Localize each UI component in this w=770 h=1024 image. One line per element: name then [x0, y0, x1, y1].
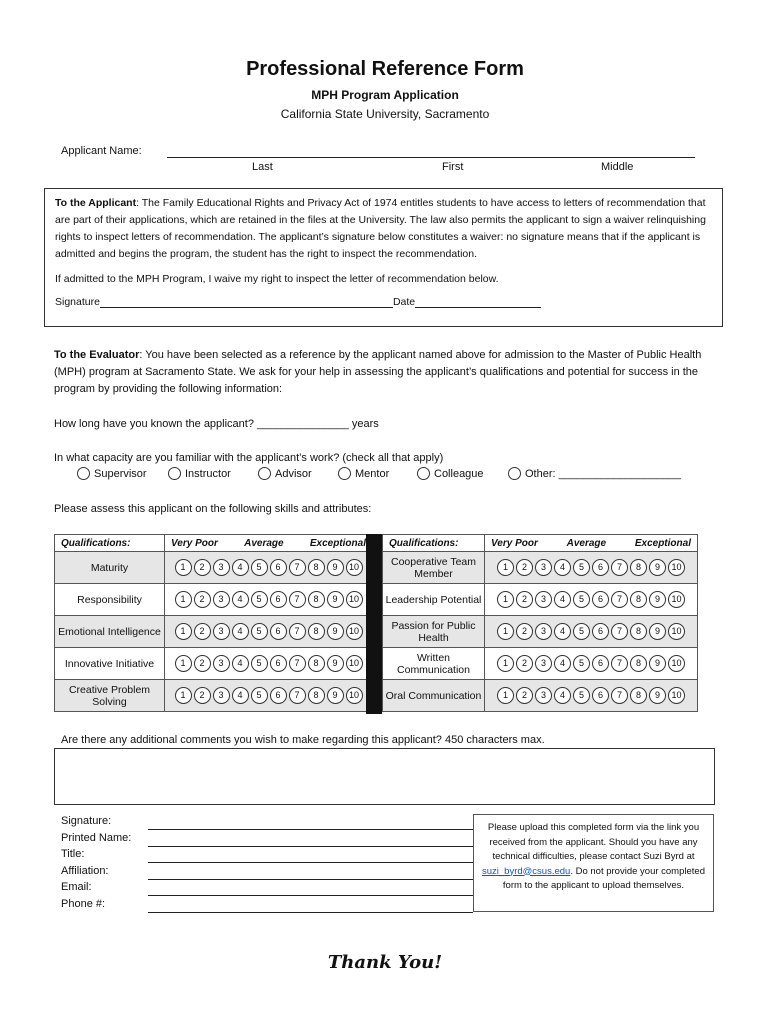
scale-label: Exceptional [634, 537, 691, 549]
applicant-name-label: Applicant Name: [61, 145, 142, 157]
how-long-question: How long have you known the applicant? _______________ years [54, 418, 379, 430]
rating-option[interactable]: 3 [535, 623, 552, 640]
rating-option[interactable]: 1 [497, 655, 514, 672]
rating-option[interactable]: 5 [573, 591, 590, 608]
rating-scale [165, 559, 372, 576]
rating-row [55, 584, 373, 616]
rating-option[interactable]: 9 [327, 655, 344, 672]
rating-option[interactable]: 4 [554, 591, 571, 608]
rating-option[interactable]: 6 [270, 559, 287, 576]
rating-scale-cell [485, 648, 698, 680]
capacity-label: Supervisor [94, 467, 147, 480]
contact-field-line[interactable] [148, 912, 473, 913]
rating-scale [165, 591, 372, 608]
qualification-label: Written Communication [383, 648, 485, 680]
contact-field-label: Signature: [61, 815, 112, 827]
rating-option[interactable]: 9 [327, 559, 344, 576]
waiver-date-label: Date [392, 296, 416, 308]
rating-scale-cell [485, 552, 698, 584]
rating-option[interactable]: 3 [213, 559, 230, 576]
rating-row [55, 552, 373, 584]
rating-row [383, 552, 698, 584]
ratings-header-row [383, 535, 698, 552]
rating-option[interactable]: 10 [346, 623, 363, 640]
rating-option[interactable]: 5 [251, 623, 268, 640]
rating-option[interactable]: 6 [270, 591, 287, 608]
rating-option[interactable]: 5 [251, 559, 268, 576]
rating-option[interactable]: 6 [270, 655, 287, 672]
rating-option[interactable]: 6 [592, 687, 609, 704]
rating-option[interactable]: 4 [554, 687, 571, 704]
rating-option[interactable]: 9 [649, 623, 666, 640]
rating-option[interactable]: 5 [573, 559, 590, 576]
rating-option[interactable]: 10 [668, 591, 685, 608]
rating-option[interactable]: 9 [649, 591, 666, 608]
note-before: Please upload this completed form via the link you received from the applicant. Should you have any technical difficulties, please contact Suzi Byrd at [487, 822, 700, 862]
rating-option[interactable]: 1 [175, 623, 192, 640]
qualifications-header: Qualifications: [383, 535, 485, 552]
rating-option[interactable]: 1 [175, 591, 192, 608]
capacity-label: Mentor [355, 467, 390, 480]
waiver-signature-line[interactable] [100, 307, 393, 308]
rating-option[interactable]: 4 [232, 655, 249, 672]
rating-row [55, 616, 373, 648]
rating-scale-cell [165, 616, 373, 648]
radio-icon[interactable] [77, 467, 90, 480]
scale-label: Exceptional [309, 537, 366, 549]
rating-option[interactable]: 2 [194, 655, 211, 672]
rating-option[interactable]: 2 [516, 559, 533, 576]
rating-option[interactable]: 10 [668, 655, 685, 672]
rating-option[interactable]: 6 [592, 655, 609, 672]
rating-scale-cell [165, 584, 373, 616]
rating-option[interactable]: 7 [611, 623, 628, 640]
rating-option[interactable]: 1 [497, 559, 514, 576]
rating-option[interactable]: 9 [649, 655, 666, 672]
rating-option[interactable]: 8 [308, 655, 325, 672]
rating-row [383, 680, 698, 712]
rating-scale-cell [485, 680, 698, 712]
form-subtitle: MPH Program Application [311, 88, 459, 102]
radio-icon[interactable] [168, 467, 181, 480]
rating-option[interactable]: 2 [516, 591, 533, 608]
university-name: California State University, Sacramento [280, 107, 490, 121]
rating-option[interactable]: 2 [194, 591, 211, 608]
thank-you: Thank You! [327, 952, 443, 973]
rating-option[interactable]: 9 [649, 559, 666, 576]
waiver-statement: If admitted to the MPH Program, I waive my right to inspect the letter of recommendation below. [55, 273, 499, 285]
capacity-label: Other: ____________________ [525, 467, 681, 480]
rating-option[interactable]: 7 [611, 591, 628, 608]
contact-field-label: Printed Name: [61, 831, 132, 844]
capacity-instructor[interactable] [168, 467, 231, 480]
rating-option[interactable]: 2 [516, 655, 533, 672]
rating-option[interactable]: 3 [535, 655, 552, 672]
capacity-mentor[interactable] [338, 467, 389, 480]
radio-icon[interactable] [338, 467, 351, 480]
contact-email-link[interactable]: suzi_byrd@csus.edu [482, 865, 571, 877]
comments-textarea[interactable] [54, 748, 715, 805]
scale-header [165, 535, 373, 552]
rating-option[interactable]: 8 [308, 559, 325, 576]
rating-option[interactable]: 2 [194, 623, 211, 640]
ratings-table-left [54, 534, 373, 712]
rating-option[interactable]: 10 [668, 623, 685, 640]
rating-scale-cell [165, 680, 373, 712]
rating-option[interactable]: 9 [327, 623, 344, 640]
rating-option[interactable]: 1 [175, 687, 192, 704]
rating-option[interactable]: 4 [232, 687, 249, 704]
note-after: . Do not provide your completed form to the applicant to upload themselves. [502, 865, 705, 891]
rating-option[interactable]: 5 [573, 623, 590, 640]
rating-option[interactable]: 5 [573, 655, 590, 672]
rating-option[interactable]: 7 [289, 559, 306, 576]
rating-option[interactable]: 7 [289, 687, 306, 704]
capacity-label: Colleague [434, 467, 484, 480]
rating-option[interactable]: 5 [573, 687, 590, 704]
rating-option[interactable]: 2 [516, 687, 533, 704]
qualifications-header: Qualifications: [55, 535, 165, 552]
capacity-supervisor[interactable] [77, 467, 147, 480]
capacity-question: In what capacity are you familiar with the applicant’s work? (check all that apply) [54, 452, 444, 464]
rating-scale-cell [165, 648, 373, 680]
contact-field-label: Affiliation: [61, 864, 109, 877]
rating-option[interactable]: 8 [630, 687, 647, 704]
rating-scale [485, 591, 697, 608]
ratings-table-right [382, 534, 698, 712]
rating-option[interactable]: 6 [270, 623, 287, 640]
first-name-label: First [442, 161, 464, 173]
scale-labels [165, 538, 372, 549]
scale-label: Average [566, 537, 607, 549]
rating-option[interactable]: 8 [630, 655, 647, 672]
rating-option[interactable]: 6 [592, 559, 609, 576]
radio-icon[interactable] [258, 467, 271, 480]
contact-field-line[interactable] [148, 846, 473, 847]
rating-option[interactable]: 1 [497, 591, 514, 608]
contact-field-label: Phone #: [61, 898, 106, 910]
rating-option[interactable]: 3 [213, 655, 230, 672]
rating-option[interactable]: 5 [251, 591, 268, 608]
scale-labels [485, 538, 697, 549]
rating-scale-cell [165, 552, 373, 584]
rating-scale-cell [485, 616, 698, 648]
rating-option[interactable]: 10 [346, 559, 363, 576]
rating-option[interactable]: 10 [346, 591, 363, 608]
radio-icon[interactable] [417, 467, 430, 480]
rating-option[interactable]: 1 [497, 687, 514, 704]
rating-option[interactable]: 2 [194, 559, 211, 576]
rating-option[interactable]: 3 [213, 687, 230, 704]
qualification-label: Responsibility [55, 584, 165, 616]
applicant-notice-lead: To the Applicant [55, 197, 137, 209]
applicant-notice-text [55, 195, 712, 263]
qualification-label: Emotional Intelligence [55, 616, 165, 648]
qualification-label: Cooperative Team Member [383, 552, 485, 584]
qualification-label: Passion for Public Health [383, 616, 485, 648]
rating-row [383, 648, 698, 680]
rating-option[interactable]: 1 [175, 655, 192, 672]
rating-option[interactable]: 1 [175, 559, 192, 576]
rating-row [383, 584, 698, 616]
rating-option[interactable]: 1 [497, 623, 514, 640]
rating-option[interactable]: 8 [630, 559, 647, 576]
rating-option[interactable]: 6 [592, 623, 609, 640]
rating-option[interactable]: 4 [554, 655, 571, 672]
rating-row [55, 680, 373, 712]
rating-option[interactable]: 4 [232, 559, 249, 576]
rating-option[interactable]: 10 [668, 559, 685, 576]
rating-option[interactable]: 6 [270, 687, 287, 704]
rating-option[interactable]: 4 [554, 559, 571, 576]
scale-header [485, 535, 698, 552]
rating-scale [485, 623, 697, 640]
rating-option[interactable]: 8 [630, 623, 647, 640]
evaluator-lead: To the Evaluator [54, 349, 140, 361]
applicant-waiver-box [44, 188, 723, 327]
qualification-label: Innovative Initiative [55, 648, 165, 680]
rating-row [55, 648, 373, 680]
qualification-label: Creative Problem Solving [55, 680, 165, 712]
rating-option[interactable]: 10 [346, 687, 363, 704]
qualification-label: Oral Communication [383, 680, 485, 712]
rating-option[interactable]: 4 [232, 623, 249, 640]
rating-option[interactable]: 3 [535, 591, 552, 608]
rating-option[interactable]: 9 [649, 687, 666, 704]
contact-field-line[interactable] [148, 862, 473, 863]
contact-field-line[interactable] [148, 895, 473, 896]
contact-field-label: Email: [61, 881, 92, 894]
rating-option[interactable]: 7 [611, 559, 628, 576]
ratings-header-row [55, 535, 373, 552]
rating-option[interactable]: 4 [232, 591, 249, 608]
rating-option[interactable]: 7 [289, 591, 306, 608]
rating-option[interactable]: 3 [213, 623, 230, 640]
comments-prompt: Are there any additional comments you wish to make regarding this applicant? 450 characters max. [61, 734, 545, 746]
scale-label: Average [244, 537, 284, 549]
capacity-advisor[interactable] [258, 467, 312, 480]
rating-option[interactable]: 5 [251, 687, 268, 704]
assess-prompt: Please assess this applicant on the following skills and attributes: [54, 503, 372, 515]
table-divider [366, 534, 382, 714]
contact-field-label: Title: [61, 848, 85, 861]
rating-option[interactable]: 3 [535, 687, 552, 704]
rating-option[interactable]: 8 [308, 687, 325, 704]
contact-field-line[interactable] [148, 829, 473, 830]
rating-option[interactable]: 9 [327, 687, 344, 704]
rating-scale [485, 655, 697, 672]
rating-option[interactable]: 4 [554, 623, 571, 640]
rating-option[interactable]: 3 [535, 559, 552, 576]
evaluator-body: : You have been selected as a reference by the applicant named above for admission to the Master of Public Health (MPH) program at Sacramento State. We ask for your help in assessing the applicant’s qualifications and potential for success in the program by providing the following information: [54, 349, 702, 395]
applicant-name-line[interactable] [167, 157, 695, 158]
rating-scale-cell [485, 584, 698, 616]
rating-option[interactable]: 3 [213, 591, 230, 608]
rating-option[interactable]: 10 [668, 687, 685, 704]
rating-row [383, 616, 698, 648]
rating-option[interactable]: 2 [194, 687, 211, 704]
radio-icon[interactable] [508, 467, 521, 480]
rating-scale [165, 687, 372, 704]
contact-field-line[interactable] [148, 879, 473, 880]
rating-option[interactable]: 10 [346, 655, 363, 672]
capacity-other[interactable] [508, 467, 681, 480]
rating-option[interactable]: 8 [630, 591, 647, 608]
rating-option[interactable]: 9 [327, 591, 344, 608]
rating-scale [165, 655, 372, 672]
rating-option[interactable]: 6 [592, 591, 609, 608]
middle-name-label: Middle [601, 161, 634, 173]
scale-label: Very Poor [491, 537, 538, 549]
rating-option[interactable]: 7 [611, 655, 628, 672]
rating-option[interactable]: 7 [289, 623, 306, 640]
rating-option[interactable]: 2 [516, 623, 533, 640]
qualification-label: Maturity [55, 552, 165, 584]
capacity-label: Instructor [185, 467, 231, 480]
qualification-label: Leadership Potential [383, 584, 485, 616]
waiver-signature-label: Signature [55, 296, 100, 308]
rating-option[interactable]: 7 [289, 655, 306, 672]
scale-label: Very Poor [171, 537, 218, 549]
upload-instructions [473, 814, 714, 912]
rating-option[interactable]: 7 [611, 687, 628, 704]
waiver-date-line[interactable] [415, 307, 541, 308]
rating-scale [165, 623, 372, 640]
rating-option[interactable]: 8 [308, 623, 325, 640]
rating-scale [485, 559, 697, 576]
waiver-signature-row [55, 294, 712, 311]
last-name-label: Last [252, 161, 273, 173]
rating-scale [485, 687, 697, 704]
capacity-label: Advisor [275, 467, 312, 480]
applicant-notice-body: : The Family Educational Rights and Privacy Act of 1974 entitles students to have access to letters of recommendation that are part of their applications, which are retained in the files at the University. The law also permits the applicant to sign a waiver relinquishing rights to inspect letters of recommendation. The applicant’s signature below constitutes a waiver: no signature means that if the applicant is admitted and begins the program, the student has the right to inspect the recommendation. [55, 197, 706, 260]
rating-option[interactable]: 5 [251, 655, 268, 672]
evaluator-intro [54, 347, 714, 398]
form-title: Professional Reference Form [246, 58, 524, 80]
capacity-colleague[interactable] [417, 467, 484, 480]
rating-option[interactable]: 8 [308, 591, 325, 608]
